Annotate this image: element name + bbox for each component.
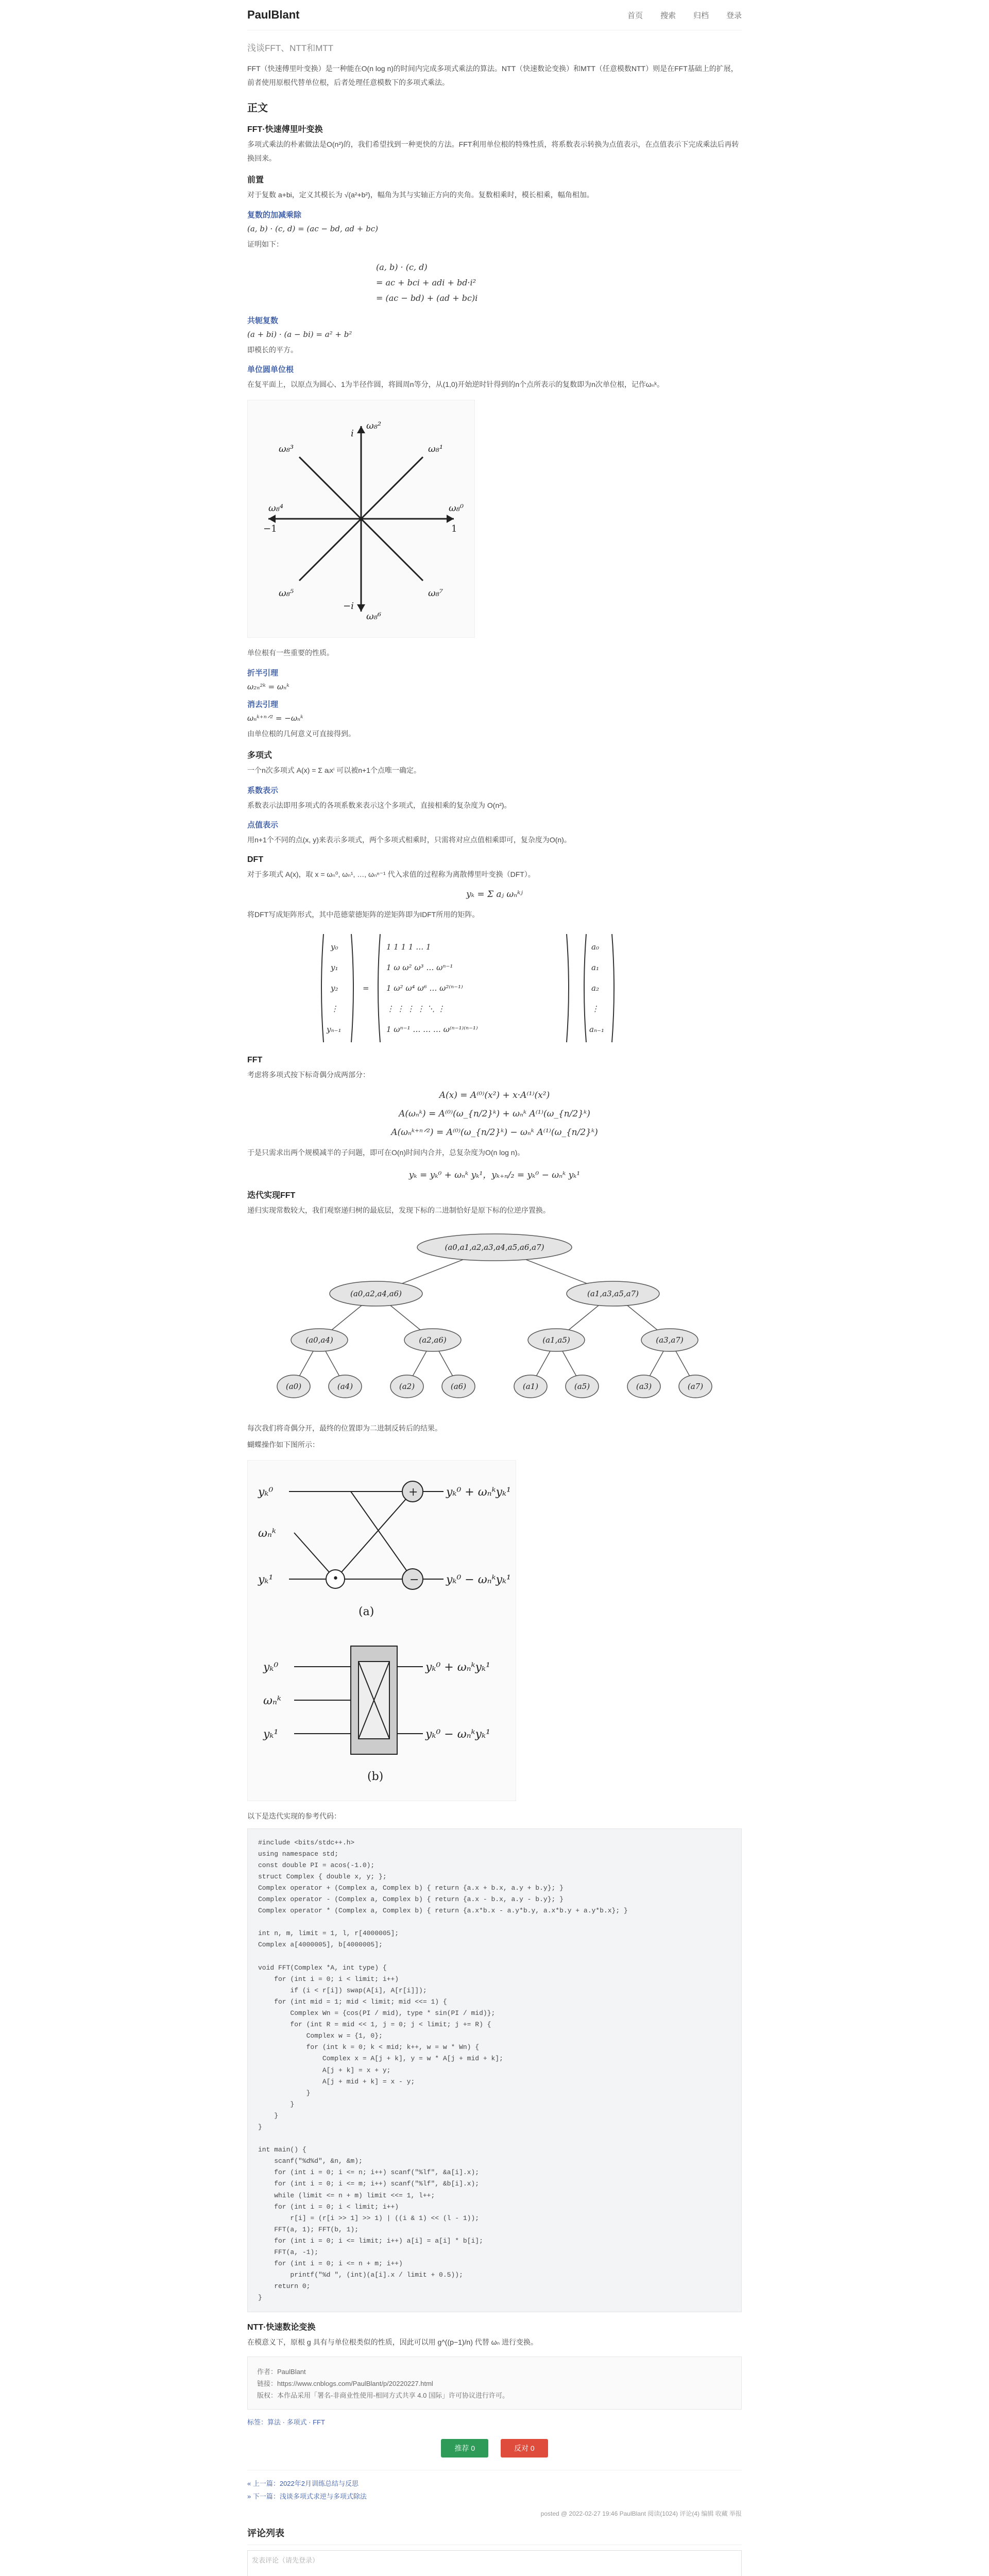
tree-leaf: (a7) [687, 1381, 704, 1391]
svg-text:yₖ⁰: yₖ⁰ [263, 1661, 279, 1674]
butterfly-diagram [248, 1461, 516, 1801]
svg-text:a₁: a₁ [591, 963, 599, 973]
svg-text:−: − [410, 1573, 419, 1587]
tree-node: (a3,a7) [656, 1335, 684, 1345]
svg-text:=: = [363, 984, 369, 993]
formula: yₖ = Σ aⱼ ωₙᵏʲ [466, 889, 523, 900]
copyright-notice [247, 2357, 742, 2410]
formula: (a, b) · (c, d) = (ac − bd, ad + bc) [247, 224, 378, 233]
nav-login[interactable]: 登录 [726, 11, 742, 20]
svg-text:1 1 1 1 … 1: 1 1 1 1 … 1 [386, 942, 431, 952]
formula: (a + bi) · (a − bi) = a² + b² [247, 329, 352, 339]
tree-leaf: (a5) [574, 1381, 590, 1391]
subsection-heading: NTT·快速数论变换 [247, 2323, 316, 2332]
svg-text:yₖ⁰ − ωₙᵏyₖ¹: yₖ⁰ − ωₙᵏyₖ¹ [425, 1728, 490, 1741]
paragraph: 对于多项式 A(x)，取 x = ωₙ⁰, ωₙ¹, …, ωₙⁿ⁻¹ 代入求值的过程称为离散傅里叶变换（DFT）。 [247, 870, 535, 878]
tree-node: (a0,a2,a4,a6) [350, 1289, 402, 1298]
paragraph: 考虑将多项式按下标奇偶分成两部分： [247, 1071, 370, 1079]
paragraph: 将DFT写成矩阵形式，其中范德蒙德矩阵的逆矩阵即为IDFT所用的矩阵。 [247, 910, 480, 919]
formula-line: = (ac − bd) + (ad + bc)i [376, 293, 478, 303]
post-navigation [247, 2470, 742, 2503]
subsection-heading: FFT [247, 1056, 263, 1065]
minor-heading: 系数表示 [247, 786, 279, 795]
svg-text:ω₈²: ω₈² [366, 420, 382, 431]
nav-search[interactable]: 搜索 [660, 11, 676, 20]
svg-text:aₙ₋₁: aₙ₋₁ [589, 1025, 604, 1035]
svg-text:yₖ¹: yₖ¹ [258, 1573, 274, 1587]
page-title: 浅谈FFT、NTT和MTT [247, 43, 334, 53]
butterfly-figure [247, 1460, 516, 1801]
paragraph: 系数表示法即用多项式的各项系数来表示这个多项式，直接相乘的复杂度为 O(n²)。 [247, 801, 511, 809]
figure-label-b: (b) [367, 1770, 384, 1784]
tree-node: (a0,a4) [305, 1335, 333, 1345]
recursion-tree [247, 1227, 742, 1412]
tree-leaf: (a4) [337, 1381, 353, 1391]
top-nav [627, 10, 742, 21]
minor-heading: 消去引理 [247, 700, 279, 709]
matrix-diagram [319, 929, 670, 1047]
minor-heading: 共轭复数 [247, 316, 279, 325]
svg-text:−i: −i [343, 600, 354, 612]
svg-text:1 ω² ω⁴ ω⁶ … ω²⁽ⁿ⁻¹⁾: 1 ω² ω⁴ ω⁶ … ω²⁽ⁿ⁻¹⁾ [386, 984, 463, 993]
comments-section [247, 2526, 742, 2576]
formula: A(ωₙᵏ) = A⁽⁰⁾(ω_{n/2}ᵏ) + ωₙᵏ A⁽¹⁾(ω_{n/2}ᵏ) [399, 1108, 590, 1119]
notice-license: 版权：本作品采用「署名-非商业性使用-相同方式共享 4.0 国际」许可协议进行许可。 [257, 2392, 509, 2400]
svg-text:yₖ⁰ − ωₙᵏyₖ¹: yₖ⁰ − ωₙᵏyₖ¹ [446, 1573, 511, 1587]
subsection-heading: 多项式 [247, 751, 272, 760]
paragraph: 于是只需求出两个规模减半的子问题，即可在O(n)时间内合并，总复杂度为O(n log n)。 [247, 1148, 525, 1157]
svg-text:ω₈³: ω₈³ [279, 443, 294, 454]
paragraph: 证明如下： [247, 240, 283, 248]
minor-heading: 单位圆单位根 [247, 365, 294, 375]
page [247, 0, 742, 2576]
vote-buttons [247, 2439, 742, 2458]
tree-node: (a1,a5) [542, 1335, 570, 1345]
paragraph: 单位根有一些重要的性质。 [247, 648, 334, 657]
paragraph: 蝴蝶操作如下图所示： [247, 1440, 319, 1449]
comments-title: 评论列表 [247, 2526, 742, 2545]
formula: A(ωₙᵏ⁺ⁿᐟ²) = A⁽⁰⁾(ω_{n/2}ᵏ) − ωₙᵏ A⁽¹⁾(ω_{n/2}ᵏ) [391, 1127, 598, 1138]
paragraph: 对于复数 a+bi，定义其模长为 √(a²+b²)，幅角为其与实轴正方向的夹角。复数相乘时，模长相乘，幅角相加。 [247, 191, 594, 199]
paragraph: 以下是迭代实现的参考代码： [247, 1812, 341, 1821]
formula: ω₂ₙ²ᵏ = ωₙᵏ [247, 682, 289, 691]
comment-input[interactable]: 发表评论（请先登录） [247, 2550, 742, 2576]
tree-leaf: (a1) [522, 1381, 539, 1391]
nav-home[interactable]: 首页 [627, 11, 643, 20]
tree-leaf: (a0) [285, 1381, 302, 1391]
prev-post-link[interactable]: « 上一篇：2022年2月训练总结与反思 [247, 2480, 359, 2488]
paragraph: 即模长的平方。 [247, 345, 298, 354]
svg-text:a₀: a₀ [591, 942, 599, 952]
formula: A(x) = A⁽⁰⁾(x²) + x·A⁽¹⁾(x²) [439, 1090, 550, 1100]
formula-line: = ac + bci + adi + bd·i² [376, 277, 476, 287]
paragraph: 在模意义下，原根 g 具有与单位根类似的性质，因此可以用 g^((p−1)/n) 代替 ωₙ 进行变换。 [247, 2338, 538, 2347]
svg-text:ω₈¹: ω₈¹ [428, 443, 444, 454]
svg-text:a₂: a₂ [591, 984, 599, 993]
svg-text:+: + [408, 1486, 418, 1499]
svg-text:ω₈⁴: ω₈⁴ [268, 502, 284, 514]
minor-heading: 点值表示 [247, 821, 279, 830]
formula: ωₙᵏ⁺ⁿᐟ² = −ωₙᵏ [247, 713, 303, 723]
paragraph: 一个n次多项式 A(x) = Σ aᵢxⁱ 可以被n+1个点唯一确定。 [247, 766, 421, 775]
vandermonde-matrix [319, 929, 742, 1047]
tree-leaf: (a3) [636, 1381, 652, 1391]
tree-leaf: (a2) [399, 1381, 415, 1391]
subsection-heading: DFT [247, 855, 264, 864]
minor-heading: 折半引理 [247, 668, 279, 677]
svg-text:ωₙᵏ: ωₙᵏ [263, 1694, 281, 1708]
tree-root: (a0,a1,a2,a3,a4,a5,a6,a7) [445, 1242, 544, 1252]
oppose-button[interactable]: 反对 0 [501, 2439, 548, 2458]
svg-text:−1: −1 [263, 523, 277, 534]
svg-text:⋮: ⋮ [331, 1004, 338, 1014]
minor-heading: 复数的加减乘除 [247, 210, 302, 219]
figure-label-a: (a) [359, 1605, 374, 1619]
unit-circle-figure [247, 400, 475, 638]
code-block[interactable]: #include <bits/stdc++.h> using namespace std; const double PI = acos(-1.0); struct Complex { double x, y; }; Complex operator + (Complex a, Complex b) { return {a.x + b.x, a.y + b.y}; } Complex operator - (Complex a, Complex b) { return {a.x - b.x, a.y - b.y}; } Complex operator * (Complex a, Complex b) { return {a.x*b.x - a.y*b.y, a.x*b.y + a.y*b.x}; } int n, m, limit = 1, l, r[4000005]; Complex a[4000005], b[4000005]; void FFT(Complex *A, int type) { for (int i = 0; i < limit; i++) if (i < r[i]) swap(A[i], A[r[i]]); for (int mid = 1; mid < limit; mid <<= 1) { Complex Wn = {cos(PI / mid), type * sin(PI / mid)}; for (int R = mid << 1, j = 0; j < limit; j += R) { Complex w = {1, 0}; for (int k = 0; k < mid; k++, w = w * Wn) { Complex x = A[j + k], y = w * A[j + mid + k]; A[j + k] = x + y; A[j + mid + k] = x - y; } } } } int main() { scanf("%d%d", &n, &m); for (int i = 0; i <= n; i++) scanf("%lf", &a[i].x); for (int i = 0; i <= m; i++) scanf("%lf", &b[i].x); while (limit <= n + m) limit <<= 1, l++; for (int i = 0; i < limit; i++) r[i] = (r[i >> 1] >> 1) | ((i & 1) << (l - 1)); FFT(a, 1); FFT(b, 1); for (int i = 0; i <= limit; i++) a[i] = a[i] * b[i]; FFT(a, -1); for (int i = 0; i <= n + m; i++) printf("%d ", (int)(a[i].x / limit + 0.5)); return 0; } [247, 1828, 742, 2313]
post-tags[interactable]: 标签：算法 · 多项式 · FFT [247, 2418, 325, 2427]
svg-text:yₖ⁰: yₖ⁰ [258, 1486, 274, 1499]
tree-node: (a1,a3,a5,a7) [587, 1289, 639, 1298]
top-bar [247, 0, 742, 30]
svg-text:y₂: y₂ [331, 984, 338, 993]
svg-text:⋮ ⋮ ⋮ ⋮ ⋱ ⋮: ⋮ ⋮ ⋮ ⋮ ⋱ ⋮ [386, 1004, 445, 1014]
svg-text:ωₙᵏ: ωₙᵏ [258, 1527, 276, 1540]
paragraph: 在复平面上，以原点为圆心、1为半径作圆，将圆周n等分，从(1,0)开始逆时针得到的n个点所表示的复数即为n次单位根，记作ωₙᵏ。 [247, 380, 664, 389]
svg-text:1 ωⁿ⁻¹ … … … ω⁽ⁿ⁻¹⁾⁽: 1 ωⁿ⁻¹ … … … ω⁽ⁿ⁻¹⁾⁽ⁿ⁻¹⁾ [386, 1025, 478, 1035]
paragraph: 由单位根的几何意义可直接得到。 [247, 729, 355, 738]
paragraph: 递归实现常数较大，我们观察递归树的最底层，发现下标的二进制恰好是原下标的位逆序置换。 [247, 1206, 550, 1215]
svg-text:ω₈⁰: ω₈⁰ [449, 502, 464, 514]
like-button[interactable]: 推荐 0 [441, 2439, 488, 2458]
nav-archive[interactable]: 归档 [693, 11, 709, 20]
svg-text:yₖ⁰ + ωₙᵏyₖ¹: yₖ⁰ + ωₙᵏyₖ¹ [446, 1486, 511, 1499]
site-brand[interactable]: PaulBlant [247, 8, 300, 21]
notice-link[interactable]: 链接：https://www.cnblogs.com/PaulBlant/p/20220227.html [257, 2380, 433, 2388]
unit-circle-diagram [248, 400, 474, 637]
svg-text:⋮: ⋮ [591, 1004, 599, 1014]
paragraph: 多项式乘法的朴素做法是O(n²)的，我们希望找到一种更快的方法。FFT利用单位根的特殊性质，将系数表示转换为点值表示，在点值表示下完成乘法后再转换回来。 [247, 140, 739, 162]
svg-text:y₀: y₀ [331, 942, 338, 952]
svg-text:•: • [332, 1572, 339, 1586]
section-heading: 正文 [247, 103, 268, 114]
tree-leaf: (a6) [450, 1381, 467, 1391]
paragraph: 用n+1个不同的点(x, y)来表示多项式，两个多项式相乘时，只需将对应点值相乘即可，复杂度为O(n)。 [247, 836, 571, 844]
svg-text:ω₈⁵: ω₈⁵ [279, 587, 294, 599]
svg-text:yₖ¹: yₖ¹ [263, 1728, 279, 1741]
svg-text:ω₈⁷: ω₈⁷ [428, 587, 444, 599]
formula-block [376, 260, 742, 307]
formula-line: (a, b) · (c, d) [376, 262, 428, 272]
paragraph: 每次我们将奇偶分开，最终的位置即为二进制反转后的结果。 [247, 1423, 442, 1432]
next-post-link[interactable]: » 下一篇：浅谈多项式求逆与多项式除法 [247, 2492, 367, 2500]
subsection-heading: FFT·快速傅里叶变换 [247, 125, 323, 134]
subsection-heading: 前置 [247, 176, 264, 185]
notice-author: 作者：PaulBlant [257, 2368, 306, 2376]
intro-paragraph: FFT（快速傅里叶变换）是一种能在O(n log n)的时间内完成多项式乘法的算法。NTT（快速数论变换）和MTT（任意模数NTT）则是在FFT基础上的扩展，前者使用原根代替单位根，后者处理任意模数下的多项式乘法。 [247, 64, 738, 87]
recursion-tree-figure [247, 1227, 742, 1412]
svg-text:i: i [351, 428, 354, 439]
svg-text:yₖ⁰ + ωₙᵏyₖ¹: yₖ⁰ + ωₙᵏyₖ¹ [425, 1661, 490, 1674]
svg-text:yₙ₋₁: yₙ₋₁ [327, 1025, 342, 1035]
svg-text:1: 1 [451, 523, 457, 534]
post-meta: posted @ 2022-02-27 19:46 PaulBlant 阅读(1024) 评论(4) 编辑 收藏 举报 [540, 2510, 742, 2518]
formula: yₖ = yₖ⁰ + ωₙᵏ yₖ¹，yₖ₊ₙ/₂ = yₖ⁰ − ωₙᵏ yₖ¹ [408, 1170, 581, 1181]
tree-node: (a2,a6) [419, 1335, 447, 1345]
svg-text:y₁: y₁ [331, 963, 338, 973]
svg-text:1 ω ω² ω³ … ωⁿ⁻¹: 1 ω ω² ω³ … ωⁿ⁻¹ [386, 963, 453, 973]
subsection-heading: 迭代实现FFT [247, 1191, 296, 1200]
svg-text:ω₈⁶: ω₈⁶ [366, 611, 382, 622]
